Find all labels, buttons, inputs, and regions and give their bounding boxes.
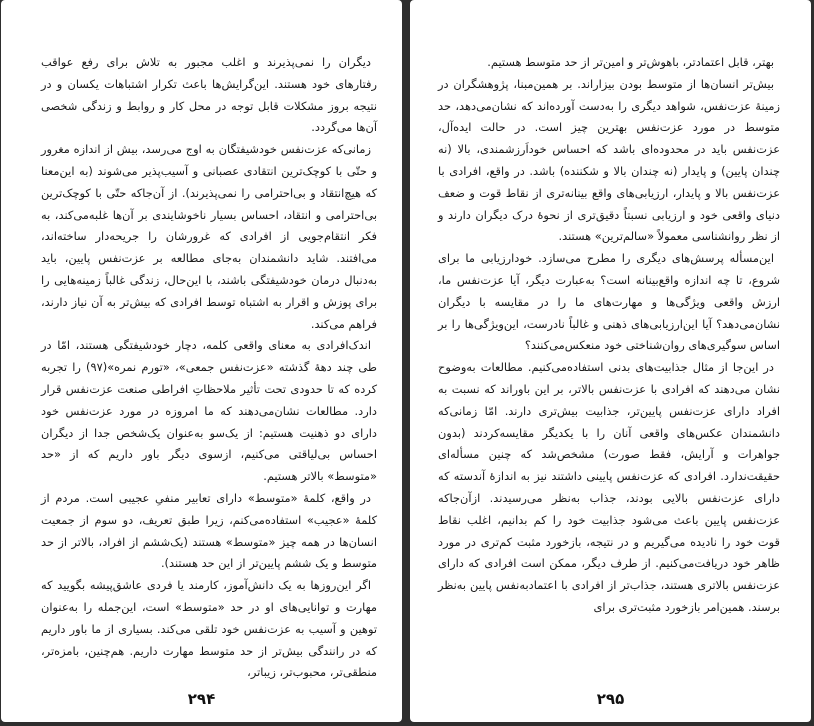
paragraph: در این‌جا از مثال جذابیت‌های بدنی استفاده‌می‌کنیم. مطالعات به‌وضوح نشان می‌دهند که افرادی با عزت‌نفس بالاتر، بر این باوراند که نسبت به افراد دارای عزت‌نفس پایین‌تر، جذابیت بیش‌تری دارند. امّا زمانی‌که دانشمندان عکس‌های واقعی آنان را با یکدیگر مقایسه‌کردند (بدون جواهرات و آرایش، فقط صورت) مشخص‌شد که چنین مسأله‌ای حقیقت‌ندارد. افرادی که عزت‌نفس پایینی داشتند نیز به اندازهٔ آندسته که دارای عزت‌نفس بالایی بودند، جذاب به‌نظر می‌رسیدند. ازآن‌جاکه عزت‌نفس پایین باعث می‌شود جذابیت خود را کم بدانیم، اغلب نقاط قوت خود را نادیده می‌گیریم و در نتیجه، بازخورد مثبت کم‌تری در مورد ظاهر خود دریافت‌می‌کنیم. از طرف دیگر، ممکن است افرادی که دارای عزت‌نفس بالاتری هستند، جذاب‌تر از افرادی با اعتمادبه‌نفس پایین به‌نظر برسند. همین‌امر بازخورد مثبت‌تری برای	[438, 360, 780, 614]
paragraph: اگر این‌روزها به یک دانش‌آموز، کارمند یا فردی عاشق‌پیشه بگویید که مهارت و توانایی‌های او در حد «متوسط» است، این‌جمله را به‌عنوان توهین و آسیب به عزت‌نفس خود تلقی می‌کند. بسیاری از ما باور داریم که در رانندگی بیش‌تر از حد متوسط مهارت داریم. هم‌چنین، بامزه‌تر، منطقی‌تر، محبوب‌تر، زیباتر،	[41, 578, 377, 680]
watermark: ​	[419, 310, 461, 341]
paragraph: اندک‌افرادی به معنای واقعی کلمه، دچار خودشیفتگی هستند، امّا در طی چند دههٔ گذشته «عزت‌نفس جمعی»، «تورم نمره»(۹۷) را تجربه کرده که تا حدودی تحت تأثیر ملاحظاتِ افراطی صنعت عزت‌نفس قرار دارد. مطالعات نشان‌می‌دهند که ما امروزه در مورد عزت‌نفس خود دارای دو ذهنیت هستیم: از یک‌سو به‌عنوان یک‌شخص جدا از دیگران احساس بی‌لیاقتی می‌کنیم، ازسوی دیگر باور داریم که از «حد «متوسط» بالاتر هستیم.	[41, 338, 377, 484]
paragraph: زمانی‌که عزت‌نفس خودشیفتگان به اوج می‌رسد، بیش از اندازه مغرور و حتّی با کوچک‌ترین انتقادی عصبانی و آسیب‌پذیر می‌شوند (به این‌معنا که هیچ‌انتقاد و بی‌احترامی را نمی‌پذیرند). از آن‌جاکه حتّی با کوچک‌ترین بی‌احترامی و انتقاد، احساس بسیار ناخوشایندی بر آن‌ها غلبه‌می‌کند، به فکر انتقام‌جویی از افرادی که غرورشان را جریحه‌دار ساخته‌اند، می‌افتند. شاید دانشمندان به‌جای مطالعه بر عزت‌نفس پایین، باید به‌دنبال درمان خودشیفتگی باشند، با این‌حال، زندگی غالباً زمینه‌هایی را برای پوزش و اقرار به اشتباه توسط افرادی که بیش‌تر به آن نیاز دارند، فراهم می‌کند.	[41, 142, 377, 331]
paragraph: بهتر، قابل اعتمادتر، باهوش‌تر و امین‌تر از حد متوسط هستیم.	[487, 55, 774, 69]
left-page	[1, 0, 402, 722]
paragraph: این‌مسأله پرسش‌های دیگری را مطرح می‌سازد. خودارزیابی ما برای شروع، تا چه اندازه واقع‌بینانه است؟ به‌عبارت دیگر، آیا عزت‌نفس ما، ارزش واقعی ویژگی‌ها و مهارت‌های ما را در مقایسه با دیگران نشان‌می‌دهد؟ آیا این‌ارزیابی‌های ذهنی و غالباً نادرست، این‌ویژگی‌ها را بر اساس سوگیری‌های روان‌شناختی خود منعکس‌می‌کنند؟	[438, 251, 780, 353]
paragraph: دیگران را نمی‌پذیرند و اغلب مجبور به تلاش برای رفع عواقب رفتارهای خود هستند. این‌گرایش‌ها باعث تکرار اشتباهات یکسان و در نتیجه بروز مشکلات قابل توجه در محل کار و روابط و زندگی شخصی آن‌ها می‌گردد.	[41, 55, 377, 135]
paragraph: در واقع، کلمهٔ «متوسط» دارای تعابیر منفیِ عجیبی است. مردم از کلمهٔ «عجیب» استفاده‌می‌کنم، زیرا طبق تعریف، دو سوم از جمعیت انسان‌ها در همه چیز «متوسط» هستند (یک‌ششم از افراد، بالاتر از حد متوسط و یک ششم پایین‌تر از این حد هستند).	[41, 490, 377, 571]
watermark: ​	[10, 310, 52, 341]
right-page-body	[438, 52, 780, 619]
paragraph: بیش‌تر انسان‌ها از متوسط بودن بیزاراند. بر همین‌مبنا، پژوهشگران در زمینهٔ عزت‌نفس، شواهد دیگری را به‌دست آورده‌اند که نشان‌می‌دهد، حد متوسط در مورد عزت‌نفس بهترین چیز است. در حالت ایده‌آل، عزت‌نفس باید در محدوده‌ای باشد که احساس خوداَرزشمندی، بالا (نه چندان پایین) و پایدار (نه چندان بالا و شکننده) باشد. در واقع، افرادی با عزت‌نفس بالا و پایدار، ارزیابی‌های واقع بینانه‌تری از نقاط قوت و ضعف دنیای واقعی خود و ارزیابی نسبتاً دقیق‌تری از نحوهٔ درک دیگران دارند و از نظر روانشناسی معمولاً «سالم‌ترین» هستند.	[438, 76, 780, 244]
right-page	[410, 0, 811, 722]
page-number: ۲۹۴	[187, 690, 216, 708]
page-number: ۲۹۵	[596, 690, 625, 708]
left-page-body	[41, 52, 377, 684]
